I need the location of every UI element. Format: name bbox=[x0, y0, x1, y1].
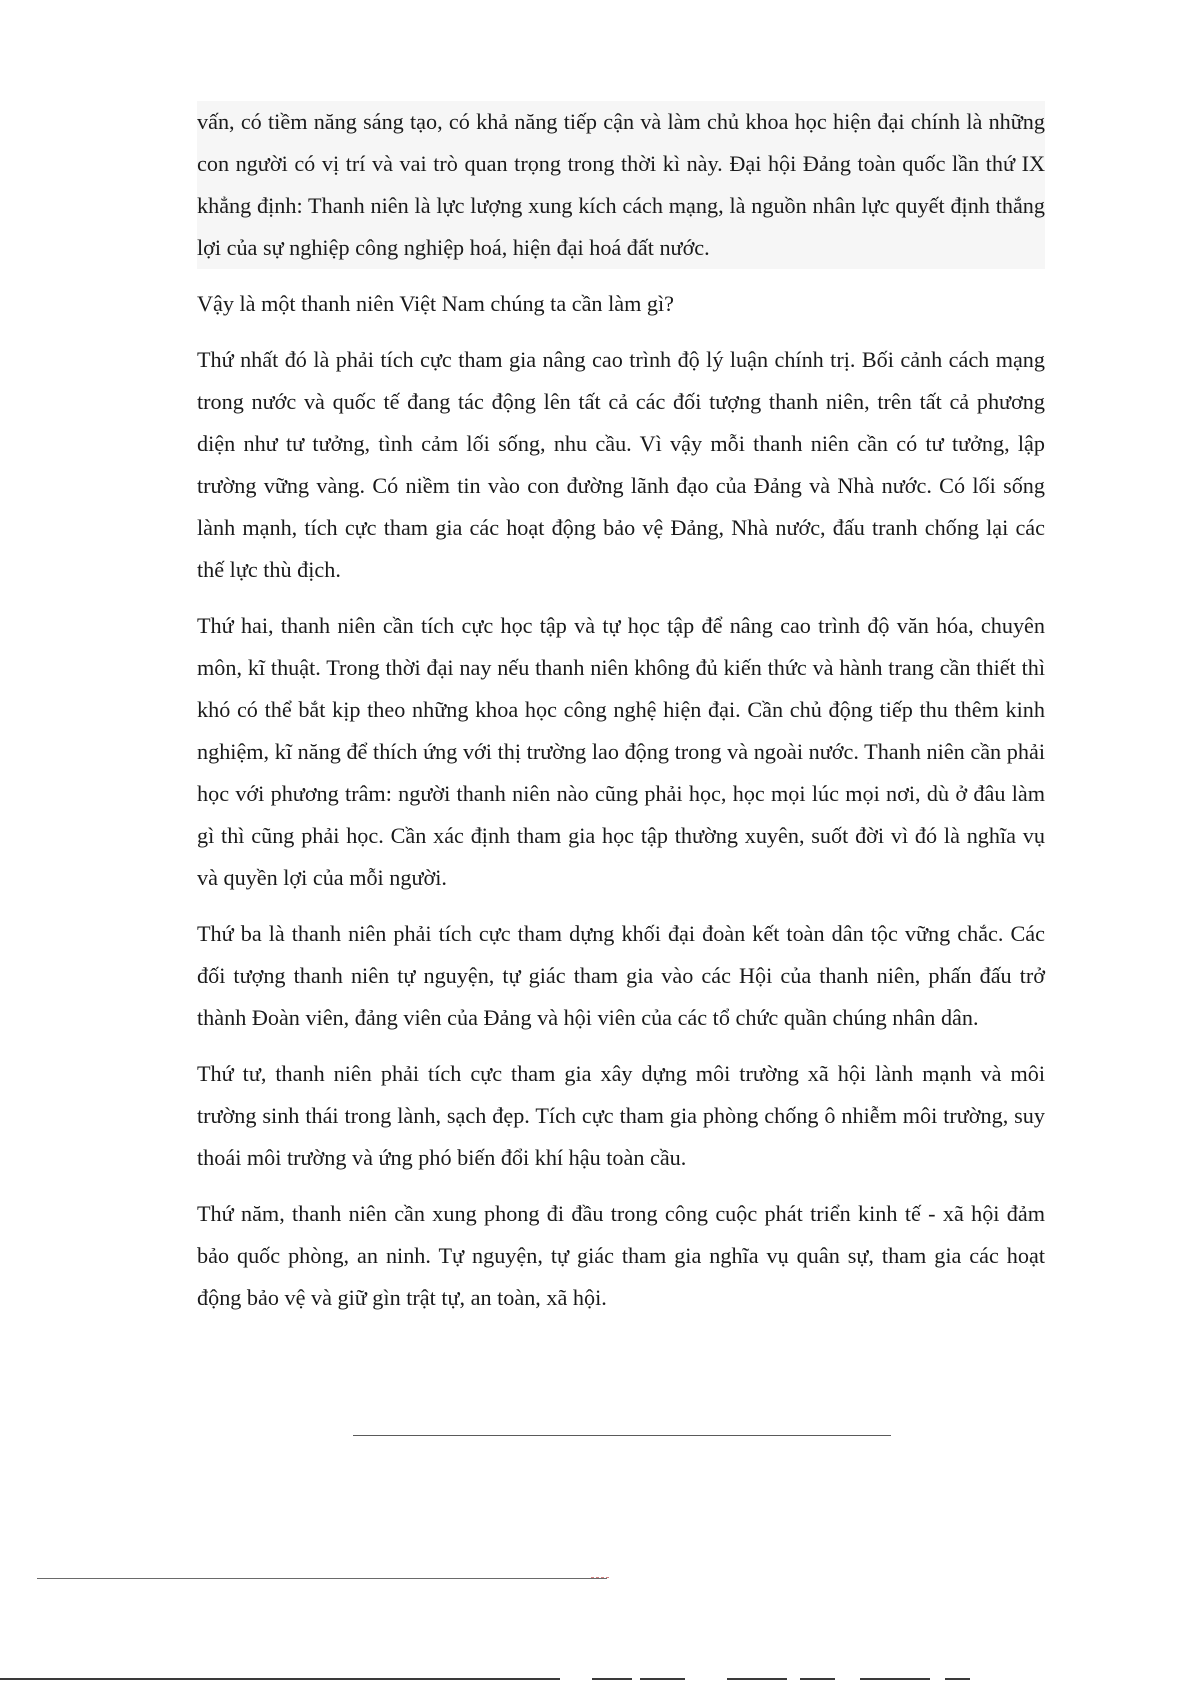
document-body bbox=[197, 101, 1045, 1333]
paragraph-third-point: Thứ ba là thanh niên phải tích cực tham dựng khối đại đoàn kết toàn dân tộc vững chắc. Các đối tượng thanh niên tự nguyện, tự giác tham gia vào các Hội của thanh niên, phấn đấu trở thành Đoàn viên, đảng viên của Đảng và hội viên của các tổ chức quần chúng nhân dân. bbox=[197, 921, 1045, 1030]
footnote-separator-tail bbox=[591, 1577, 609, 1578]
footnote-separator bbox=[37, 1578, 607, 1579]
paragraph-second-point: Thứ hai, thanh niên cần tích cực học tập và tự học tập để nâng cao trình độ văn hóa, chuyên môn, kĩ thuật. Trong thời đại nay nếu thanh niên không đủ kiến thức và hành trang cần thiết thì khó có thể bắt kịp theo những khoa học công nghệ hiện đại. Cần chủ động tiếp thu thêm kinh nghiệm, kĩ năng để thích ứng với thị trường lao động trong và ngoài nước. Thanh niên cần phải học với phương trâm: người thanh niên nào cũng phải học, học mọi lúc mọi nơi, dù ở đâu làm gì thì cũng phải học. Cần xác định tham gia học tập thường xuyên, suốt đời vì đó là nghĩa vụ và quyền lợi của mỗi người. bbox=[197, 613, 1045, 890]
paragraph-fifth-point: Thứ năm, thanh niên cần xung phong đi đầu trong công cuộc phát triển kinh tế - xã hội đảm bảo quốc phòng, an ninh. Tự nguyện, tự giác tham gia nghĩa vụ quân sự, tham gia các hoạt động bảo vệ và giữ gìn trật tự, an toàn, xã hội. bbox=[197, 1201, 1045, 1310]
section-end-divider bbox=[353, 1435, 891, 1436]
paragraph-fourth-point: Thứ tư, thanh niên phải tích cực tham gia xây dựng môi trường xã hội lành mạnh và môi trường sinh thái trong lành, sạch đẹp. Tích cực tham gia phòng chống ô nhiễm môi trường, suy thoái môi trường và ứng phó biến đổi khí hậu toàn cầu. bbox=[197, 1061, 1045, 1170]
paragraph-intro-continuation: vấn, có tiềm năng sáng tạo, có khả năng tiếp cận và làm chủ khoa học hiện đại chính là những con người có vị trí và vai trò quan trọng trong thời kì này. Đại hội Đảng toàn quốc lần thứ IX khẳng định: Thanh niên là lực lượng xung kích cách mạng, là nguồn nhân lực quyết định thắng lợi của sự nghiệp công nghiệp hoá, hiện đại hoá đất nước. bbox=[197, 101, 1045, 269]
bottom-scan-artifact bbox=[0, 1678, 1191, 1685]
paragraph-question: Vậy là một thanh niên Việt Nam chúng ta cần làm gì? bbox=[197, 291, 674, 316]
paragraph-first-point: Thứ nhất đó là phải tích cực tham gia nâng cao trình độ lý luận chính trị. Bối cảnh cách mạng trong nước và quốc tế đang tác động lên tất cả các đối tượng thanh niên, trên tất cả phương diện như tư tưởng, tình cảm lối sống, nhu cầu. Vì vậy mỗi thanh niên cần có tư tưởng, lập trường vững vàng. Có niềm tin vào con đường lãnh đạo của Đảng và Nhà nước. Có lối sống lành mạnh, tích cực tham gia các hoạt động bảo vệ Đảng, Nhà nước, đấu tranh chống lại các thế lực thù địch. bbox=[197, 347, 1045, 582]
